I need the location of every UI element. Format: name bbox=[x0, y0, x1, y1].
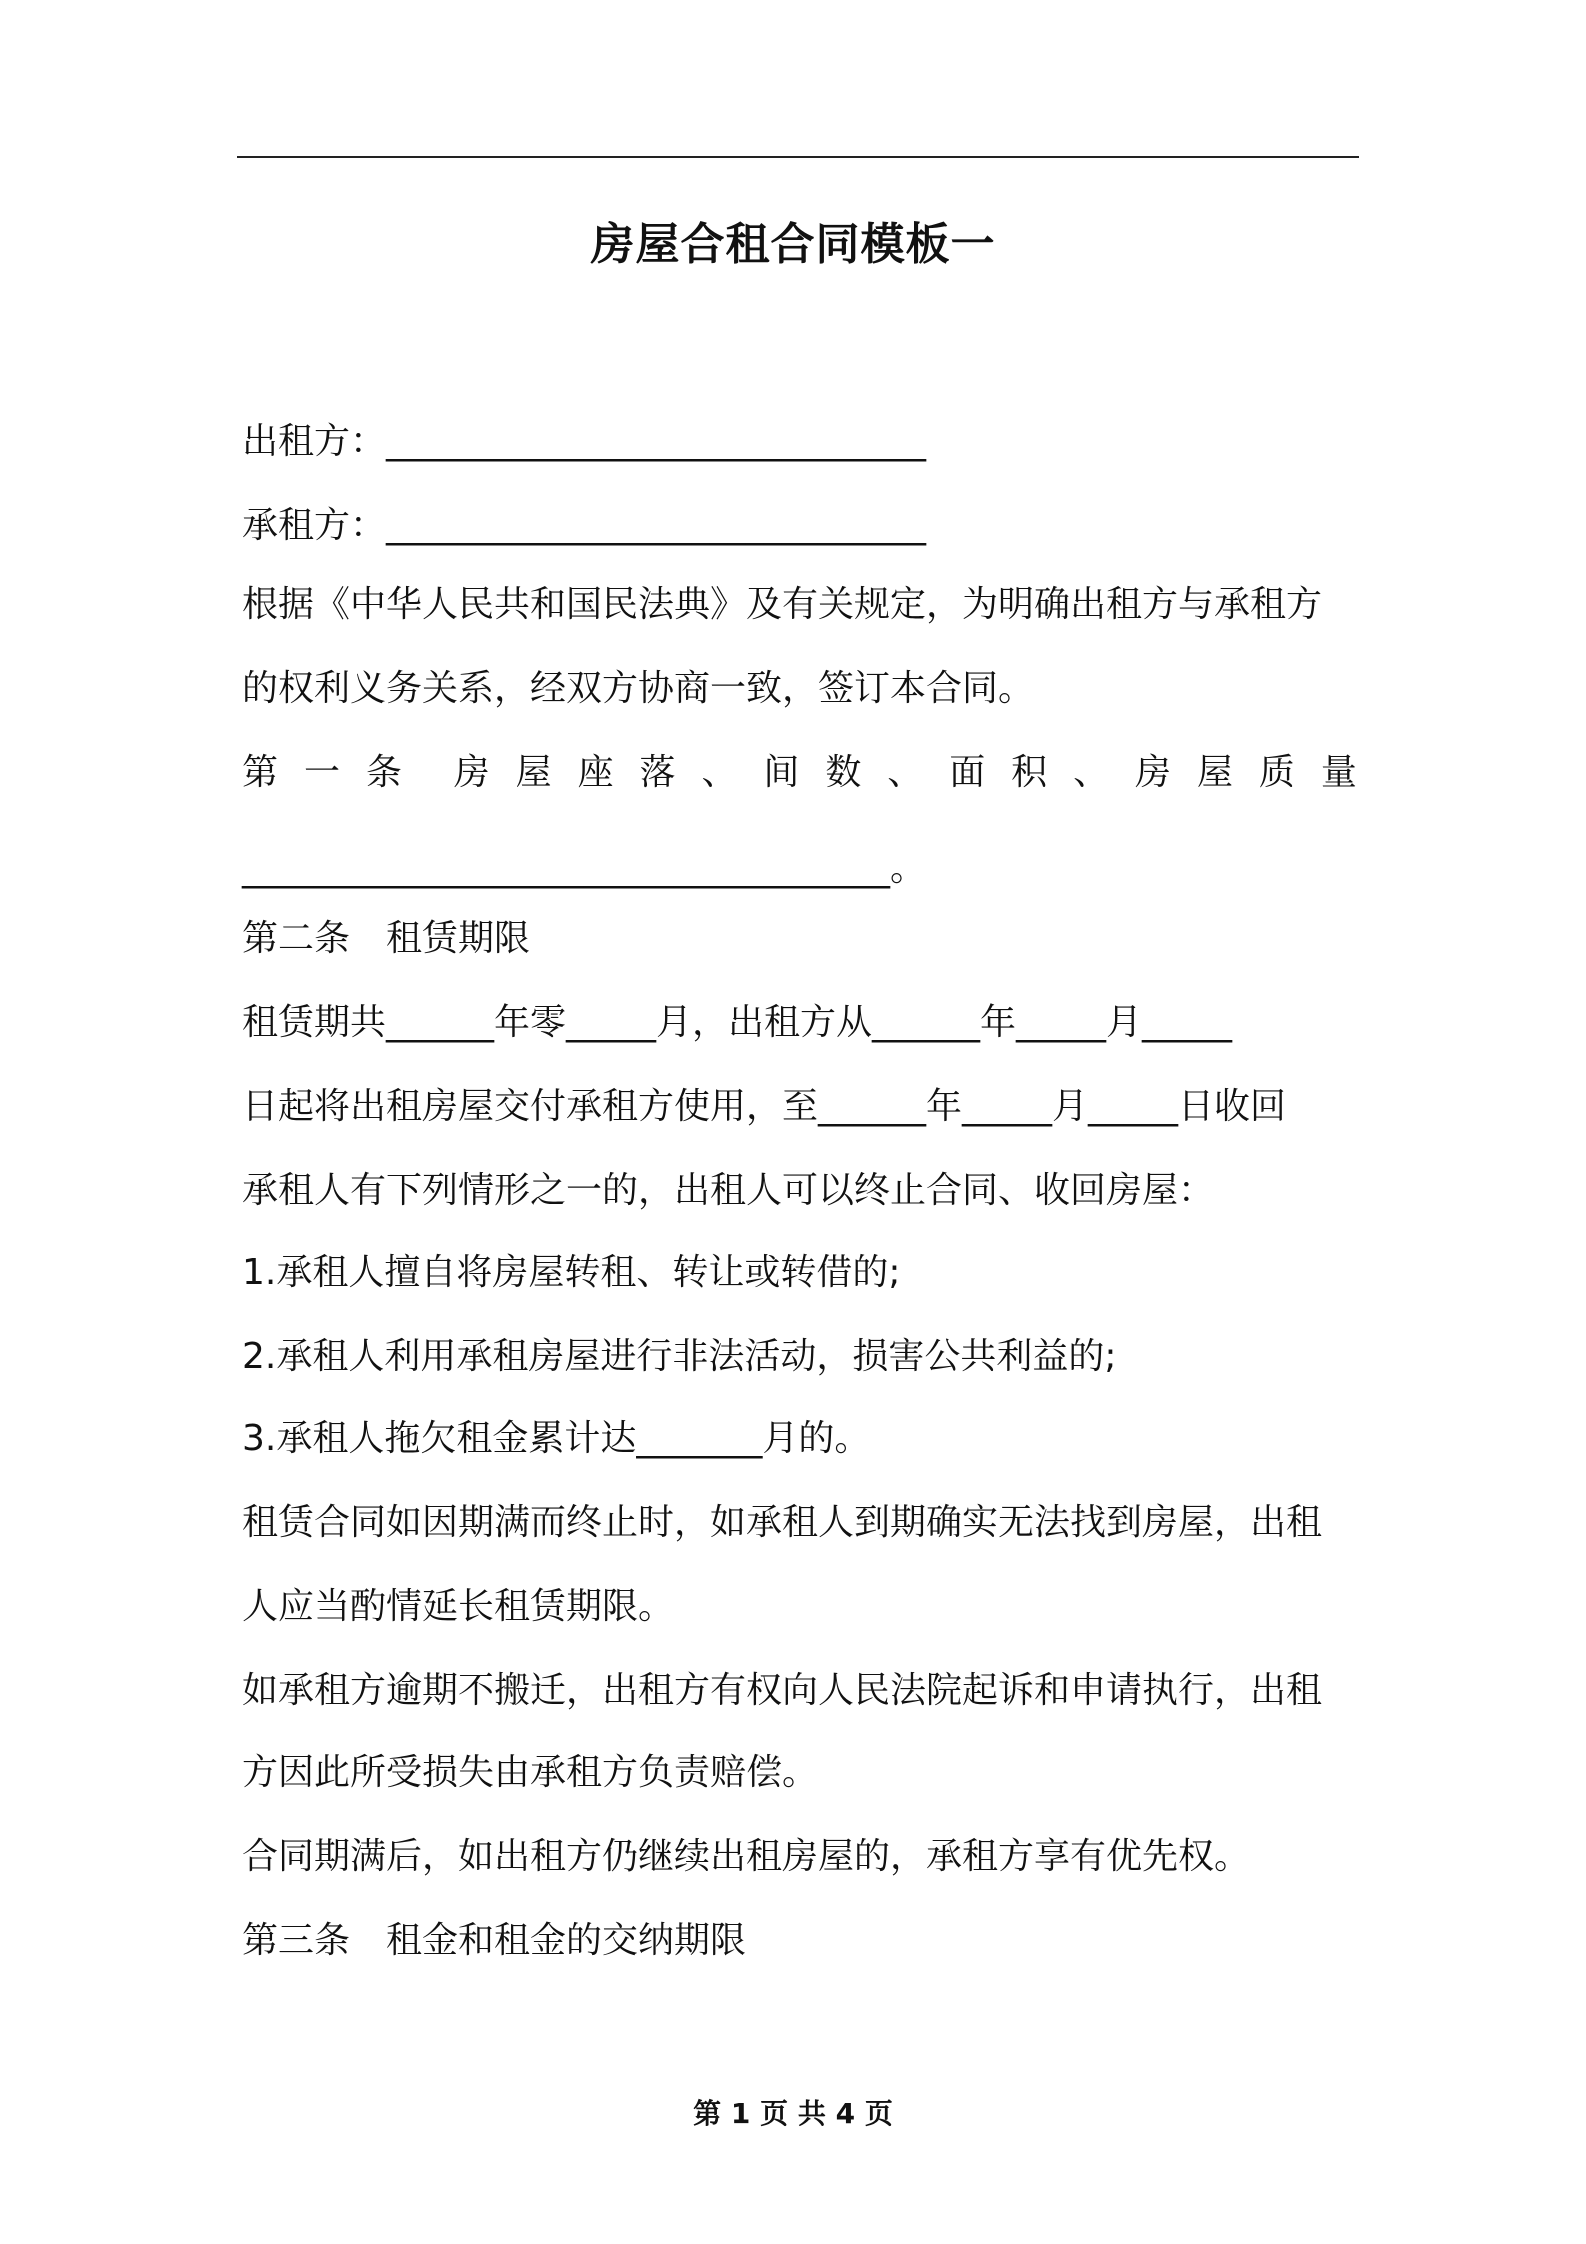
expiry-line-2: 人应当酌情延长租赁期限。 bbox=[242, 1586, 675, 1627]
article-1-blank: ____________________________________。 bbox=[242, 848, 926, 889]
article-1-char: 房 bbox=[453, 752, 490, 793]
termination-item-3: 3.承租人拖欠租金累计达_______月的。 bbox=[242, 1418, 871, 1459]
article-1-char: 落 bbox=[639, 752, 676, 793]
termination-item-2: 2.承租人利用承租房屋进行非法活动，损害公共利益的; bbox=[242, 1336, 1117, 1377]
lessee-line: 承租方：______________________________ bbox=[242, 505, 927, 546]
lessor-line: 出租方：______________________________ bbox=[242, 421, 927, 462]
article-1-char: 房 bbox=[1135, 752, 1172, 793]
article-1-char: 、 bbox=[701, 752, 738, 793]
article-1-heading bbox=[242, 748, 1357, 798]
article-3-heading: 第三条 租金和租金的交纳期限 bbox=[242, 1920, 747, 1961]
article-1-char: 间 bbox=[763, 752, 800, 793]
article-1-char: 、 bbox=[1073, 752, 1110, 793]
termination-item-1: 1.承租人擅自将房屋转租、转让或转借的; bbox=[242, 1252, 901, 1293]
lease-term-line-2: 日起将出租房屋交付承租方使用，至______年_____月_____日收回 bbox=[242, 1086, 1287, 1127]
article-1-char: 面 bbox=[949, 752, 986, 793]
termination-intro: 承租人有下列情形之一的，出租人可以终止合同、收回房屋： bbox=[242, 1170, 1215, 1211]
document-title: 房屋合租合同模板一 bbox=[590, 219, 996, 270]
lease-term-line-1: 租赁期共______年零_____月，出租方从______年_____月_____ bbox=[242, 1002, 1233, 1043]
article-1-char: 积 bbox=[1011, 752, 1048, 793]
header-rule bbox=[237, 156, 1359, 158]
overdue-line-1: 如承租方逾期不搬迁，出租方有权向人民法院起诉和申请执行，出租 bbox=[242, 1670, 1323, 1711]
preamble-line-2: 的权利义务关系，经双方协商一致，签订本合同。 bbox=[242, 668, 1035, 709]
preamble-line-1: 根据《中华人民共和国民法典》及有关规定，为明确出租方与承租方 bbox=[242, 584, 1323, 625]
priority-line: 合同期满后，如出租方仍继续出租房屋的，承租方享有优先权。 bbox=[242, 1836, 1251, 1877]
article-1-char: 数 bbox=[825, 752, 862, 793]
article-2-heading: 第二条 租赁期限 bbox=[242, 918, 531, 959]
article-1-char: 一 bbox=[303, 752, 340, 793]
page-number: 第 1 页 共 4 页 bbox=[693, 2097, 893, 2130]
article-1-char: 屋 bbox=[1196, 752, 1233, 793]
article-1-char: 座 bbox=[577, 752, 614, 793]
article-1-char: 、 bbox=[887, 752, 924, 793]
overdue-line-2: 方因此所受损失由承租方负责赔偿。 bbox=[242, 1752, 819, 1793]
article-1-char: 屋 bbox=[515, 752, 552, 793]
expiry-line-1: 租赁合同如因期满而终止时，如承租人到期确实无法找到房屋，出租 bbox=[242, 1502, 1323, 1543]
article-1-char: 条 bbox=[365, 752, 402, 793]
article-1-char: 量 bbox=[1320, 752, 1357, 793]
article-1-char: 第 bbox=[242, 752, 279, 793]
article-1-char: 质 bbox=[1258, 752, 1295, 793]
